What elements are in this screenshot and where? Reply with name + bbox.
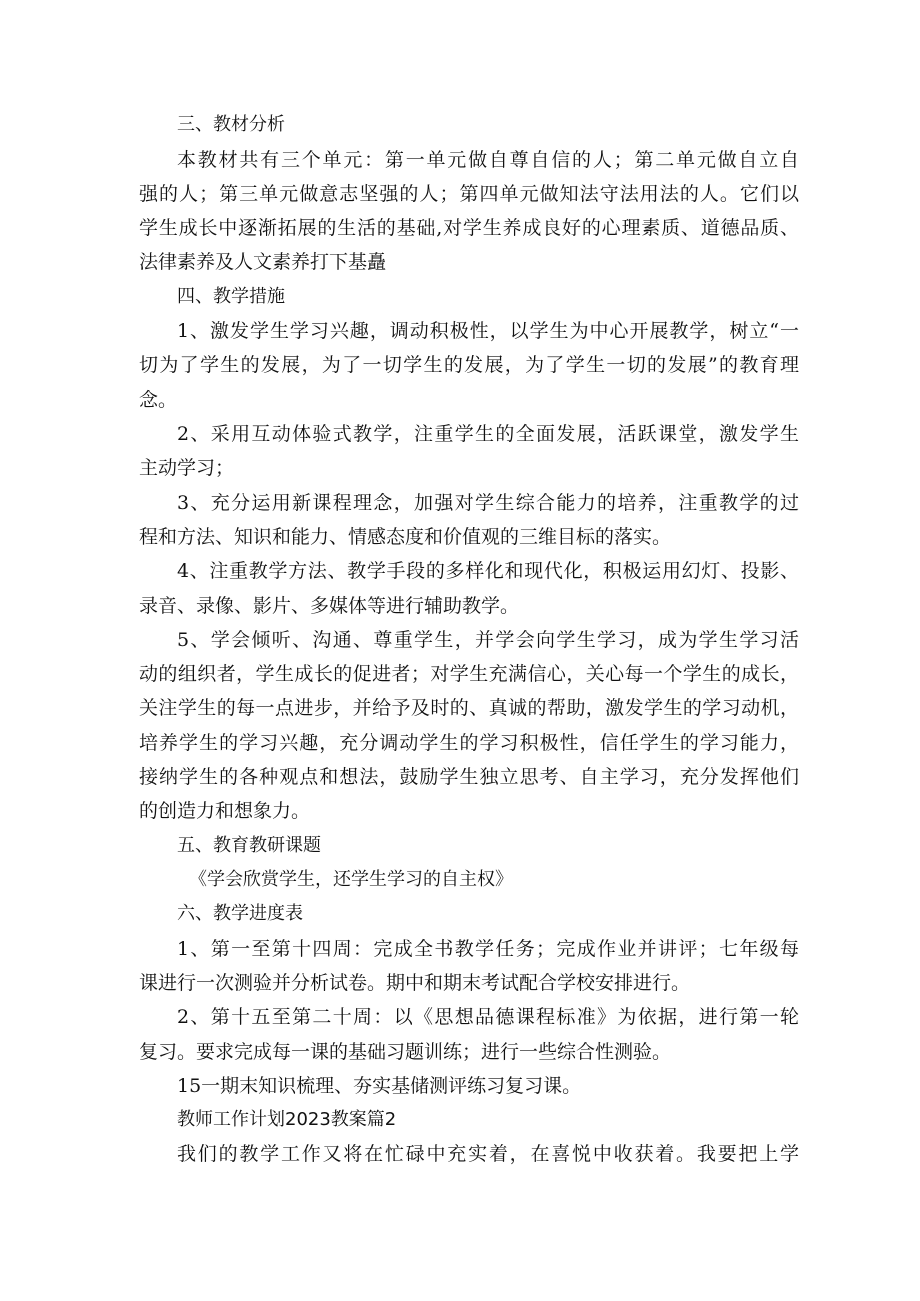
list-item-line: 主动学习； [139, 457, 235, 479]
section-3-heading: 三、教材分析 [177, 114, 285, 135]
list-item-line: 2、采用互动体验式教学，注重学生的全面发展，活跃课堂，激发学生 [177, 423, 799, 445]
list-item-line: 培养学生的学习兴趣，充分调动学生的学习积极性，信任学生的学习能力， [139, 732, 799, 754]
list-item-line: 念。 [139, 389, 178, 411]
section-6-heading: 六、教学进度表 [177, 903, 303, 924]
list-item-line: 5、学会倾听、沟通、尊重学生，并学会向学生学习，成为学生学习活 [177, 629, 799, 651]
list-item-line: 课进行一次测验并分析试卷。期中和期末考试配合学校安排进行。 [139, 972, 691, 994]
list-item-line: 2、第十五至第二十周：以《思想品德课程标准》为依据，进行第一轮 [177, 1006, 799, 1028]
list-item-line: 程和方法、知识和能力、情感态度和价值观的三维目标的落实。 [139, 526, 672, 548]
list-item-line: 15一期末知识梳理、夯实基储测评练习复习课。 [177, 1075, 582, 1097]
paragraph-line: 本教材共有三个单元：第一单元做自尊自信的人；第二单元做自立自 [177, 149, 799, 171]
paragraph-line: 学生成长中逐渐拓展的生活的基础,对学生养成良好的心理素质、道德品质、 [139, 217, 799, 239]
list-item-line: 关注学生的每一点进步，并给予及时的、真诚的帮助，激发学生的学习动机， [139, 697, 799, 719]
section-5-heading: 五、教育教研课题 [177, 835, 321, 856]
research-topic: 《学会欣赏学生，还学生学习的自主权》 [189, 869, 513, 890]
list-item-line: 3、充分运用新课程理念，加强对学生综合能力的培养，注重教学的过 [177, 492, 799, 514]
list-item-line: 的创造力和想象力。 [139, 800, 311, 822]
list-item-line: 动的组织者，学生成长的促进者；对学生充满信心，关心每一个学生的成长， [139, 663, 799, 685]
list-item-line: 复习。要求完成每一课的基础习题训练；进行一些综合性测验。 [139, 1041, 672, 1063]
paragraph-line: 法律素养及人文素养打下基矗 [139, 251, 387, 273]
paragraph-line: 强的人；第三单元做意志坚强的人；第四单元做知法守法用法的人。它们以 [139, 183, 799, 205]
next-section-title: 教师工作计划2023教案篇2 [177, 1109, 397, 1130]
list-item-line: 4、注重教学方法、教学手段的多样化和现代化，积极运用幻灯、投影、 [177, 560, 799, 582]
list-item-line: 录音、录像、影片、多媒体等进行辅助教学。 [139, 595, 520, 617]
section-4-heading: 四、教学措施 [177, 286, 285, 307]
list-item-line: 切为了学生的发展，为了一切学生的发展，为了学生一切的发展”的教育理 [139, 354, 799, 376]
paragraph-line: 我们的教学工作又将在忙碌中充实着，在喜悦中收获着。我要把上学 [177, 1143, 799, 1165]
list-item-line: 1、激发学生学习兴趣，调动积极性，以学生为中心开展教学，树立“一 [177, 320, 799, 342]
list-item-line: 1、第一至第十四周：完成全书教学任务；完成作业并讲评；七年级每 [177, 938, 799, 960]
list-item-line: 接纳学生的各种观点和想法，鼓励学生独立思考、自主学习，充分发挥他们 [139, 766, 799, 788]
